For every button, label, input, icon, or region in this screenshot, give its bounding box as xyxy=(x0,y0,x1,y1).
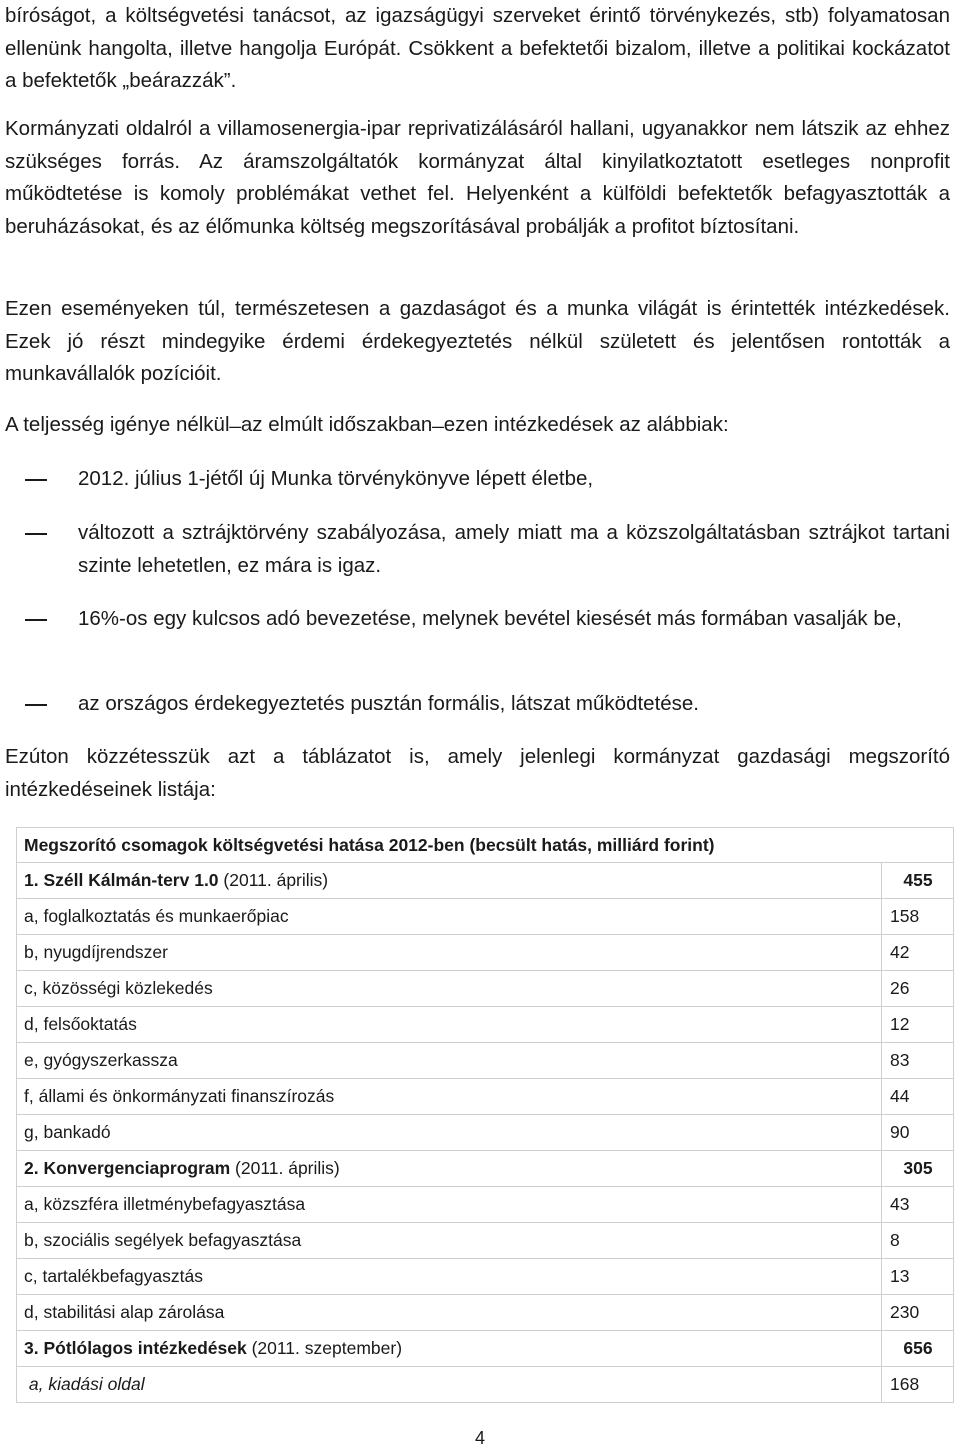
row-label: a, kiadási oldal xyxy=(17,1367,882,1403)
row-label: g, bankadó xyxy=(17,1115,882,1151)
row-value: 26 xyxy=(882,971,954,1007)
row-value: 90 xyxy=(882,1115,954,1151)
row-label: a, közszféra illetménybefagyasztása xyxy=(17,1187,882,1223)
table-row xyxy=(17,863,954,899)
row-label: 1. Széll Kálmán-terv 1.0 (2011. április) xyxy=(17,863,882,899)
table-row xyxy=(17,1187,954,1223)
row-value: 13 xyxy=(882,1259,954,1295)
row-value: 230 xyxy=(882,1295,954,1331)
table-row xyxy=(17,899,954,935)
austerity-table xyxy=(16,827,954,1403)
row-label: f, állami és önkormányzati finanszírozás xyxy=(17,1079,882,1115)
table-row xyxy=(17,1079,954,1115)
page-number: 4 xyxy=(474,1428,485,1448)
bullet-text: az országos érdekegyeztetés pusztán formális, látszat működtetése. xyxy=(78,692,700,715)
row-value: 43 xyxy=(882,1187,954,1223)
table-row xyxy=(17,1367,954,1403)
bullet-text: változott a sztrájktörvény szabályozása, amely miatt ma a közszolgáltatásban sztrájkot tartani szinte lehetetlen, ez mára is igaz. xyxy=(78,521,950,577)
row-value: 158 xyxy=(882,899,954,935)
table-header: Megszorító csomagok költségvetési hatása 2012-ben (becsült hatás, milliárd forint) xyxy=(17,828,954,863)
row-label: d, felsőoktatás xyxy=(17,1007,882,1043)
paragraph-3: Ezen eseményeken túl, természetesen a gazdaságot és a munka világát is érintették intézkedések. Ezek jó részt mindegyike érdemi érdekegyeztetés nélkül született és jelentősen rontották a munkavállalók pozícióit. xyxy=(5,297,950,385)
paragraph-4: A teljesség igénye nélkül ̶ az elmúlt időszakban ̶ ezen intézkedések az alábbiak: xyxy=(5,413,729,436)
row-label: b, szociális segélyek befagyasztása xyxy=(17,1223,882,1259)
row-value: 168 xyxy=(882,1367,954,1403)
row-label: 2. Konvergenciaprogram (2011. április) xyxy=(17,1151,882,1187)
row-value: 656 xyxy=(882,1331,954,1367)
dash-bullet-icon xyxy=(25,533,47,535)
row-value: 305 xyxy=(882,1151,954,1187)
table-row xyxy=(17,1295,954,1331)
dash-bullet-icon xyxy=(25,704,47,706)
table-row xyxy=(17,935,954,971)
row-value: 44 xyxy=(882,1079,954,1115)
table-row xyxy=(17,1151,954,1187)
row-label: c, közösségi közlekedés xyxy=(17,971,882,1007)
row-label: 3. Pótlólagos intézkedések (2011. szeptember) xyxy=(17,1331,882,1367)
row-label: e, gyógyszerkassza xyxy=(17,1043,882,1079)
row-value: 42 xyxy=(882,935,954,971)
bullet-text: 16%-os egy kulcsos adó bevezetése, melynek bevétel kiesését más formában vasalják be, xyxy=(78,607,902,630)
row-label: c, tartalékbefagyasztás xyxy=(17,1259,882,1295)
row-value: 455 xyxy=(882,863,954,899)
paragraph-2: Kormányzati oldalról a villamosenergia-ipar reprivatizálásáról hallani, ugyanakkor nem látszik az ehhez szükséges forrás. Az áramszolgáltatók kormányzat által kinyilatkoztatott esetleges nonprofit működtetése is komoly problémákat vethet fel. Helyenként a külföldi befektetők befagyasztották a beruházásokat, és az élőmunka költség megszorításával probálják a profitot bíztosítani. xyxy=(5,117,950,238)
table-row xyxy=(17,1331,954,1367)
dash-bullet-icon xyxy=(25,619,47,621)
bullet-text: 2012. július 1-jétől új Munka törvénykönyve lépett életbe, xyxy=(78,467,594,490)
table-row xyxy=(17,971,954,1007)
row-label: a, foglalkoztatás és munkaerőpiac xyxy=(17,899,882,935)
row-label: d, stabilitási alap zárolása xyxy=(17,1295,882,1331)
paragraph-1: bíróságot, a költségvetési tanácsot, az igazságügyi szerveket érintő törvénykezés, stb) folyamatosan ellenünk hangolta, illetve hangolja Európát. Csökkent a befektetői bizalom, illetve a politikai kockázatot a befektetők „beárazzák”. xyxy=(5,4,950,92)
dash-bullet-icon xyxy=(25,479,47,481)
row-value: 8 xyxy=(882,1223,954,1259)
row-value: 83 xyxy=(882,1043,954,1079)
table-row xyxy=(17,1115,954,1151)
row-value: 12 xyxy=(882,1007,954,1043)
table-row xyxy=(17,1043,954,1079)
paragraph-5: Ezúton közzétesszük azt a táblázatot is, amely jelenlegi kormányzat gazdasági megszorító intézkedéseinek listája: xyxy=(5,745,950,801)
table-row xyxy=(17,1007,954,1043)
table-header-row xyxy=(17,828,954,863)
table-row xyxy=(17,1259,954,1295)
row-label: b, nyugdíjrendszer xyxy=(17,935,882,971)
table-row xyxy=(17,1223,954,1259)
